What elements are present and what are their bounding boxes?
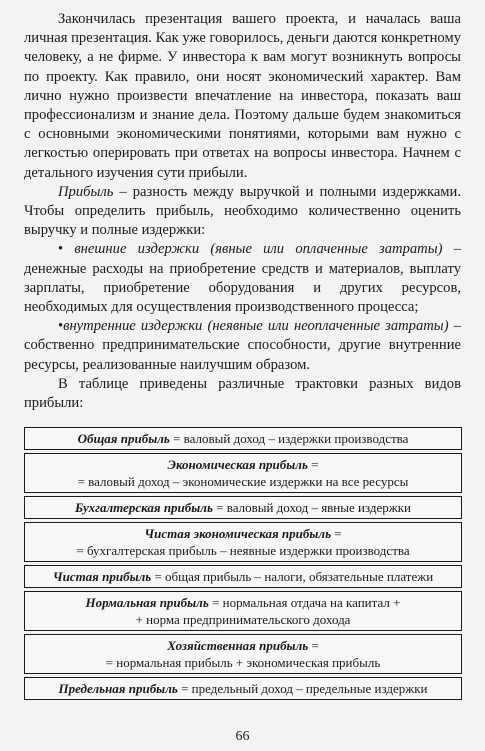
profit-definitions-table: [24, 424, 462, 703]
bullet-marker: •: [58, 241, 64, 258]
formula: = предельный доход – предельные издержки: [177, 681, 428, 696]
table-row: [24, 677, 462, 700]
formula: =: [307, 457, 319, 472]
formula-continuation: + норма предпринимательского дохода: [135, 612, 351, 627]
table-intro-paragraph: В таблице приведены различные трактовки разных видов прибыли:: [24, 375, 461, 412]
term: Чистая экономическая прибыль: [144, 526, 332, 541]
table-row: [24, 453, 462, 493]
intro-paragraph: Закончилась презентация вашего проекта, и началась ваша личная презентация. Как уже говорилось, деньги даются конкретному человеку, а не фирме. У инвестора к вам могут возникнуть вопросы по проекту. Как правило, они носят экономический характер. Вам лично нужно произвести впечатление на инвестора, показать ваш профессионализм и знание дела. Поэтому дальше будем знакомиться с основными экономическими понятиями, которыми вам нужно с легкостью оперировать при ответах на вопросы инвестора. Начнем с детального изучения сути прибыли.: [24, 11, 461, 181]
profit-term: Прибыль: [58, 183, 114, 200]
table-cell: [24, 591, 462, 631]
external-costs-definition: – денежные расходы на приобретение средств и материалов, выплату зарплаты, приобретение оборудования и других ресурсов, необходимых для осуществления производственного процесса;: [24, 241, 461, 316]
table-cell: [24, 634, 462, 674]
page-number: 66: [235, 729, 250, 744]
table-cell: [24, 427, 462, 450]
internal-costs-definition: – собственно предпринимательские способности, другие внутренние ресурсы, реализованные наилучшим образом.: [24, 318, 461, 373]
term: Предельная прибыль: [58, 681, 178, 696]
table-cell: [24, 496, 462, 519]
term: Бухгалтерская прибыль: [74, 500, 213, 515]
term: Хозяйственная прибыль: [167, 638, 309, 653]
internal-costs-item: [24, 317, 461, 375]
table-cell: [24, 677, 462, 700]
formula: = общая прибыль – налоги, обязательные платежи: [151, 569, 434, 584]
table-cell: [24, 565, 462, 588]
term: Чистая прибыль: [52, 569, 152, 584]
formula-continuation: = валовый доход – экономические издержки на все ресурсы: [77, 474, 409, 489]
formula-continuation: = нормальная прибыль + экономическая прибыль: [105, 655, 381, 670]
table-row: [24, 496, 462, 519]
table-row: [24, 565, 462, 588]
term: Общая прибыль: [77, 431, 170, 446]
formula: =: [331, 526, 342, 541]
table-row: [24, 591, 462, 631]
external-costs-term: внешние издержки (явные или оплаченные затраты): [74, 241, 443, 258]
formula-continuation: = бухгалтерская прибыль – неявные издержки производства: [76, 543, 410, 558]
body-text: [24, 10, 461, 413]
external-costs-item: [24, 240, 461, 317]
profit-definition: – разность между выручкой и полными издержками. Чтобы определить прибыль, необходимо количественно оценить выручку и полные издержки:: [24, 183, 461, 239]
profit-definition-paragraph: [24, 183, 461, 241]
table-row: [24, 634, 462, 674]
formula: = валовый доход – издержки производства: [169, 431, 409, 446]
internal-costs-term: внутренние издержки (неявные или неоплаченные затраты): [63, 318, 449, 335]
bullet-marker: •: [58, 318, 64, 335]
formula: =: [308, 638, 319, 653]
table-cell: [24, 522, 462, 562]
formula: = валовый доход – явные издержки: [212, 500, 412, 515]
term: Экономическая прибыль: [167, 457, 308, 472]
table-row: [24, 522, 462, 562]
term: Нормальная прибыль: [85, 595, 209, 610]
formula: = нормальная отдача на капитал +: [208, 595, 401, 610]
table-row: [24, 427, 462, 450]
table-cell: [24, 453, 462, 493]
